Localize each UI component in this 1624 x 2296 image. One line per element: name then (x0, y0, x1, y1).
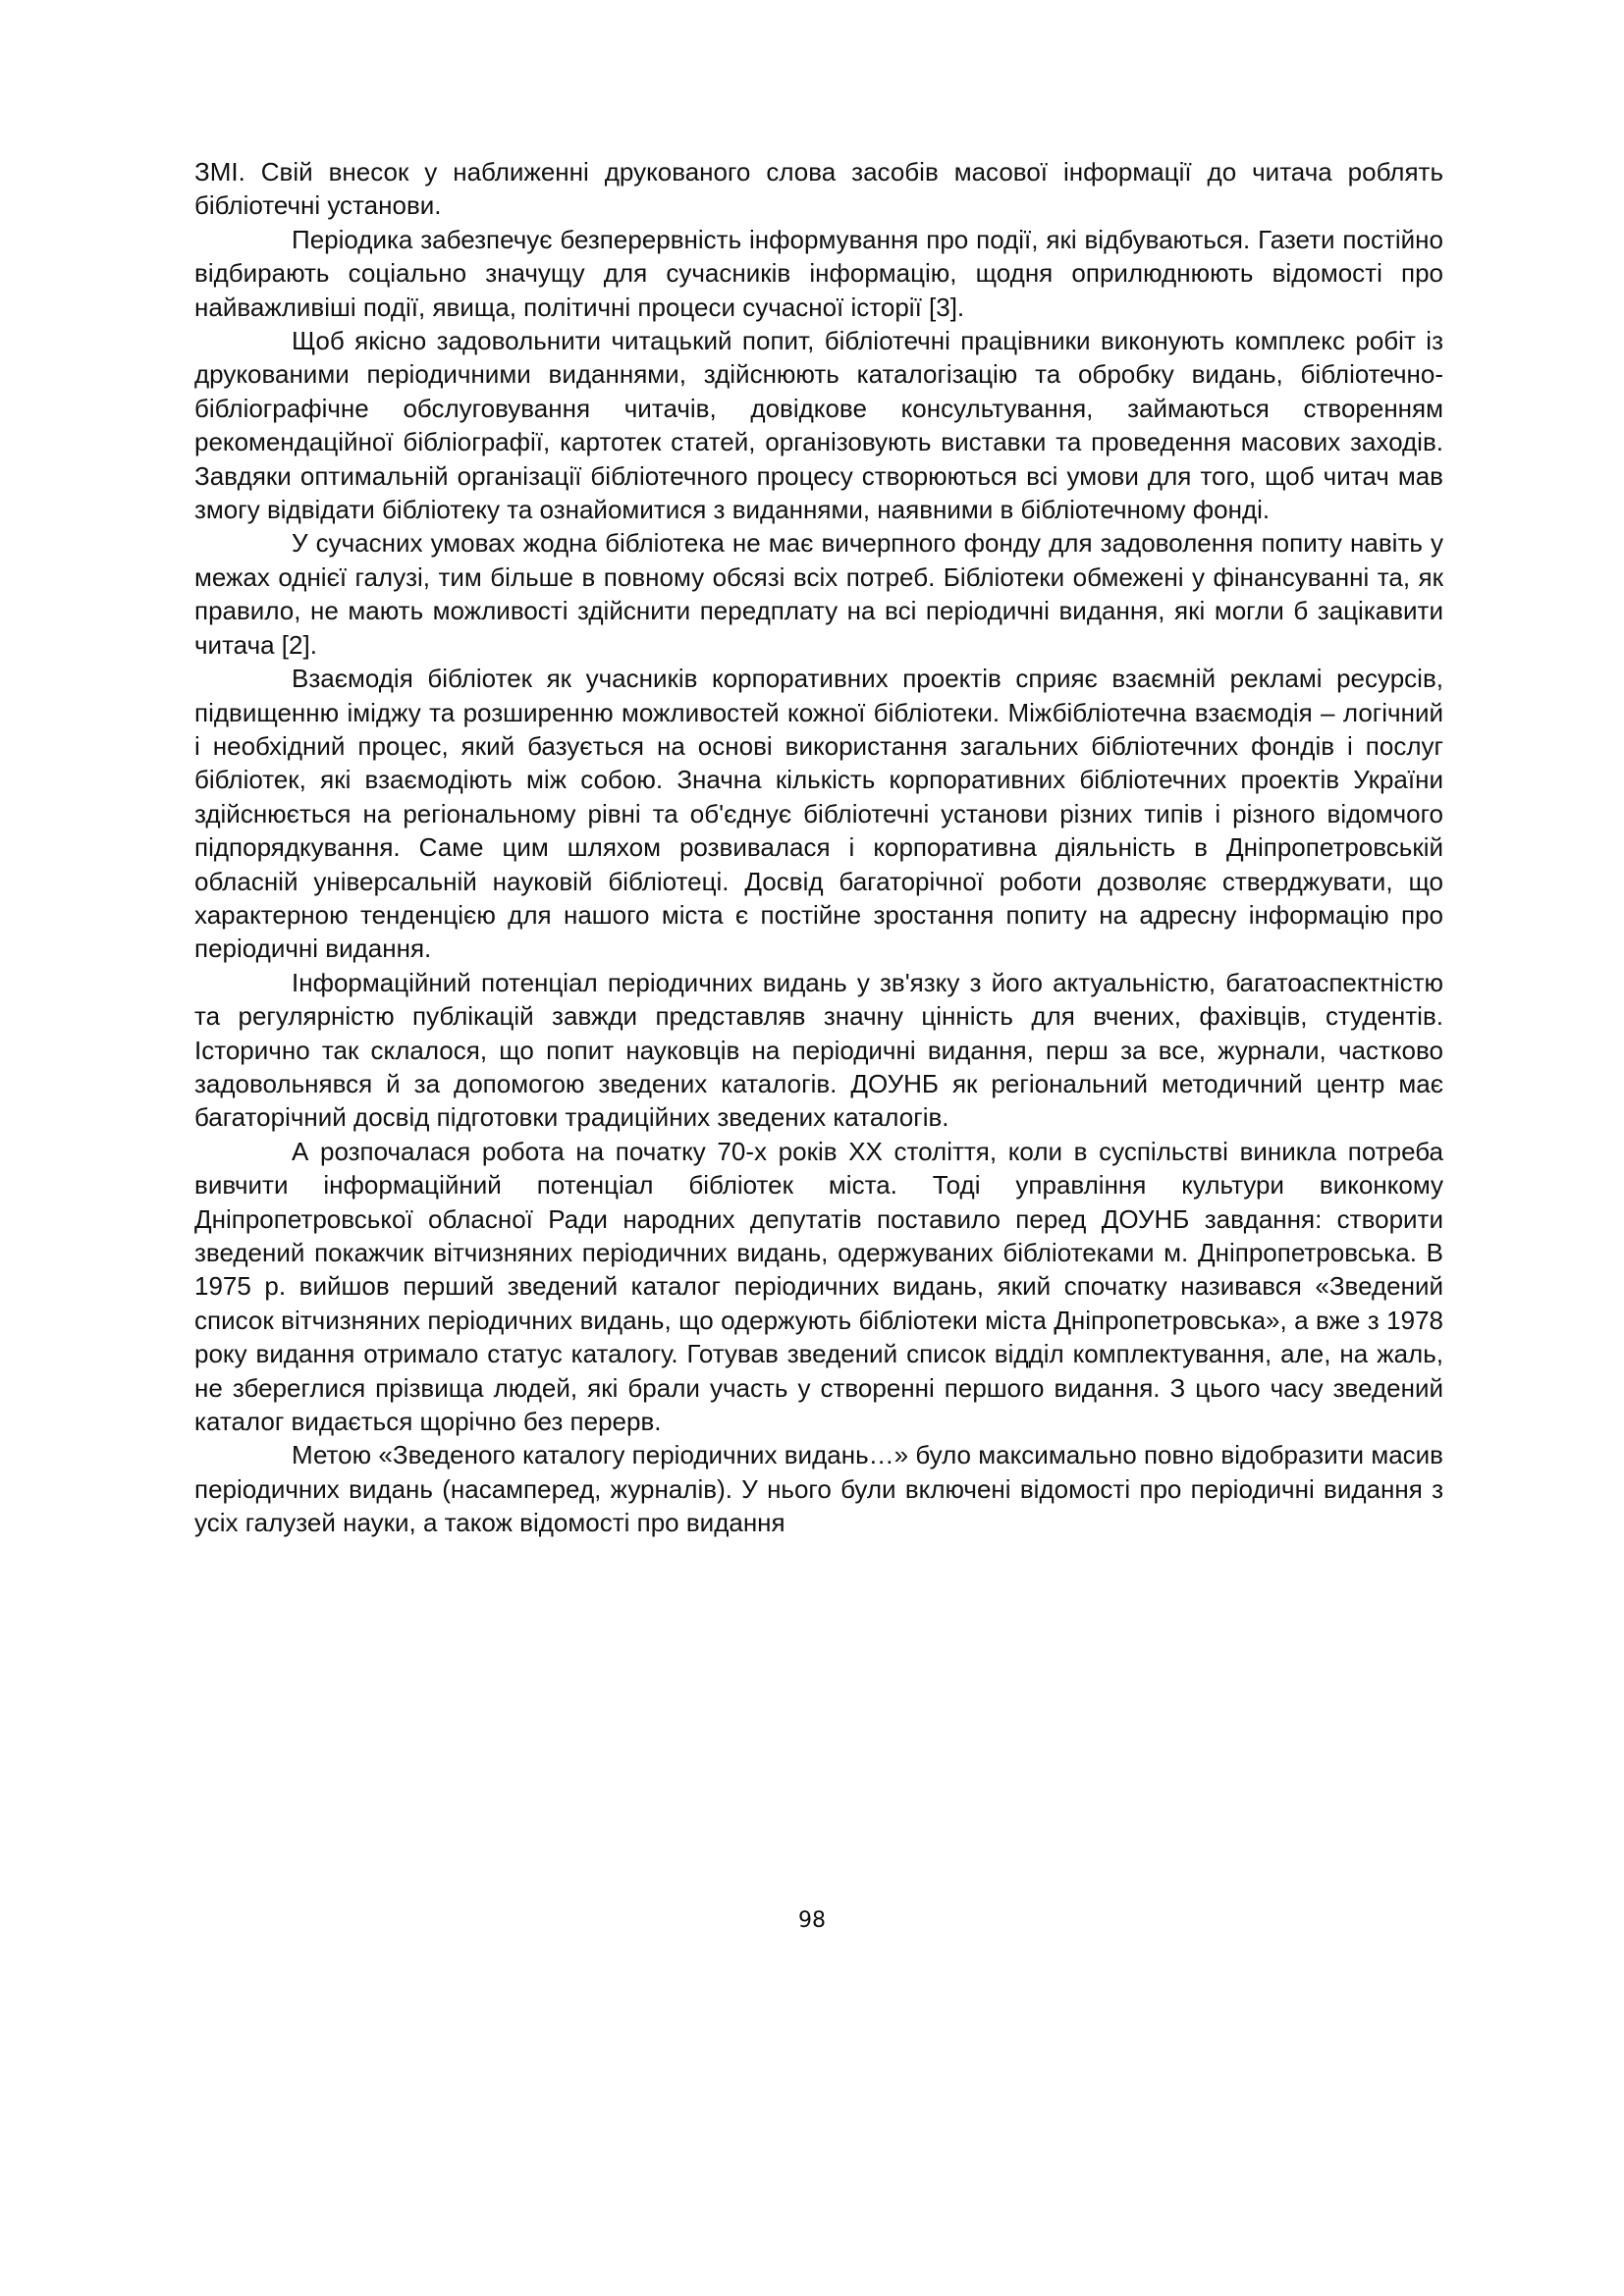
paragraph: Метою «Зведеного каталогу періодичних видань…» було максимально повно відобразити масив періодичних видань (насамперед, журналів). У нього були включені відомості про періодичні видання з усіх галузей науки, а також відомості про видання (194, 1440, 1443, 1538)
paragraph: А розпочалася робота на початку 70-х років ХХ століття, коли в суспільстві виникла потреба вивчити інформаційний потенціал бібліотек міста. Тоді управління культури виконкому Дніпропетровської обласної Ради народних депутатів поставило перед ДОУНБ завдання: створити зведений покажчик вітчизняних періодичних видань, одержуваних бібліотеками м. Дніпропетровська. В 1975 р. вийшов перший зведений каталог періодичних видань, який спочатку називався «Зведений список вітчизняних періодичних видань, що одержують бібліотеки міста Дніпропетровська», а вже з 1978 року видання отримало статус каталогу. Готував зведений список відділ комплектування, але, на жаль, не збереглися прізвища людей, які брали участь у створенні першого видання. З цього часу зведений каталог видається щорічно без перерв. (194, 1136, 1443, 1437)
document-body (194, 155, 1443, 1540)
paragraph: У сучасних умовах жодна бібліотека не має вичерпного фонду для задоволення попиту навіть у межах однієї галузі, тим більше в повному обсязі всіх потреб. Бібліотеки обмежені у фінансуванні та, як правило, не мають можливості здійснити передплату на всі періодичні видання, які могли б зацікавити читача [2]. (194, 528, 1443, 660)
paragraph-continuation: ЗМІ. Свій внесок у наближенні друкованого слова засобів масової інформації до читача роблять бібліотечні установи. (194, 157, 1443, 221)
paragraph: Взаємодія бібліотек як учасників корпоративних проектів сприяє взаємній рекламі ресурсів, підвищенню іміджу та розширенню можливостей кожної бібліотеки. Міжбібліотечна взаємодія – логічний і необхідний процес, який базується на основі використання загальних бібліотечних фондів і послуг бібліотек, які взаємодіють між собою. Значна кількість корпоративних бібліотечних проектів України здійснюється на регіональному рівні та об'єднує бібліотечні установи різних типів і різного відомчого підпорядкування. Саме цим шляхом розвивалася і корпоративна діяльність в Дніпропетровській обласній універсальній науковій бібліотеці. Досвід багаторічної роботи дозволяє стверджувати, що характерною тенденцією для нашого міста є постійне зростання попиту на адресну інформацію про періодичні видання. (194, 664, 1443, 964)
paragraph: Щоб якісно задовольнити читацький попит, бібліотечні працівники виконують комплекс робіт із друкованими періодичними виданнями, здійснюють каталогізацію та обробку видань, бібліотечно-бібліографічне обслуговування читачів, довідкове консультування, займаються створенням рекомендаційної бібліографії, картотек статей, організовують виставки та проведення масових заходів. Завдяки оптимальній організації бібліотечного процесу створюються всі умови для того, щоб читач мав змогу відвідати бібліотеку та ознайомитися з виданнями, наявними в бібліотечному фонді. (194, 326, 1443, 525)
paragraph: Періодика забезпечує безперервність інформування про події, які відбуваються. Газети постійно відбирають соціально значущу для сучасників інформацію, щодня оприлюднюють відомості про найважливіші події, явища, політичні процеси сучасної історії [3]. (194, 224, 1443, 322)
paragraph: Інформаційний потенціал періодичних видань у зв'язку з його актуальністю, багатоаспектністю та регулярністю публікацій завжди представляв значну цінність для вчених, фахівців, студентів. Історично так склалося, що попит науковців на періодичні видання, перш за все, журнали, частково задовольнявся й за допомогою зведених каталогів. ДОУНБ як регіональний методичний центр має багаторічний досвід підготовки традиційних зведених каталогів. (194, 967, 1443, 1133)
page-number: 98 (798, 1908, 826, 1933)
